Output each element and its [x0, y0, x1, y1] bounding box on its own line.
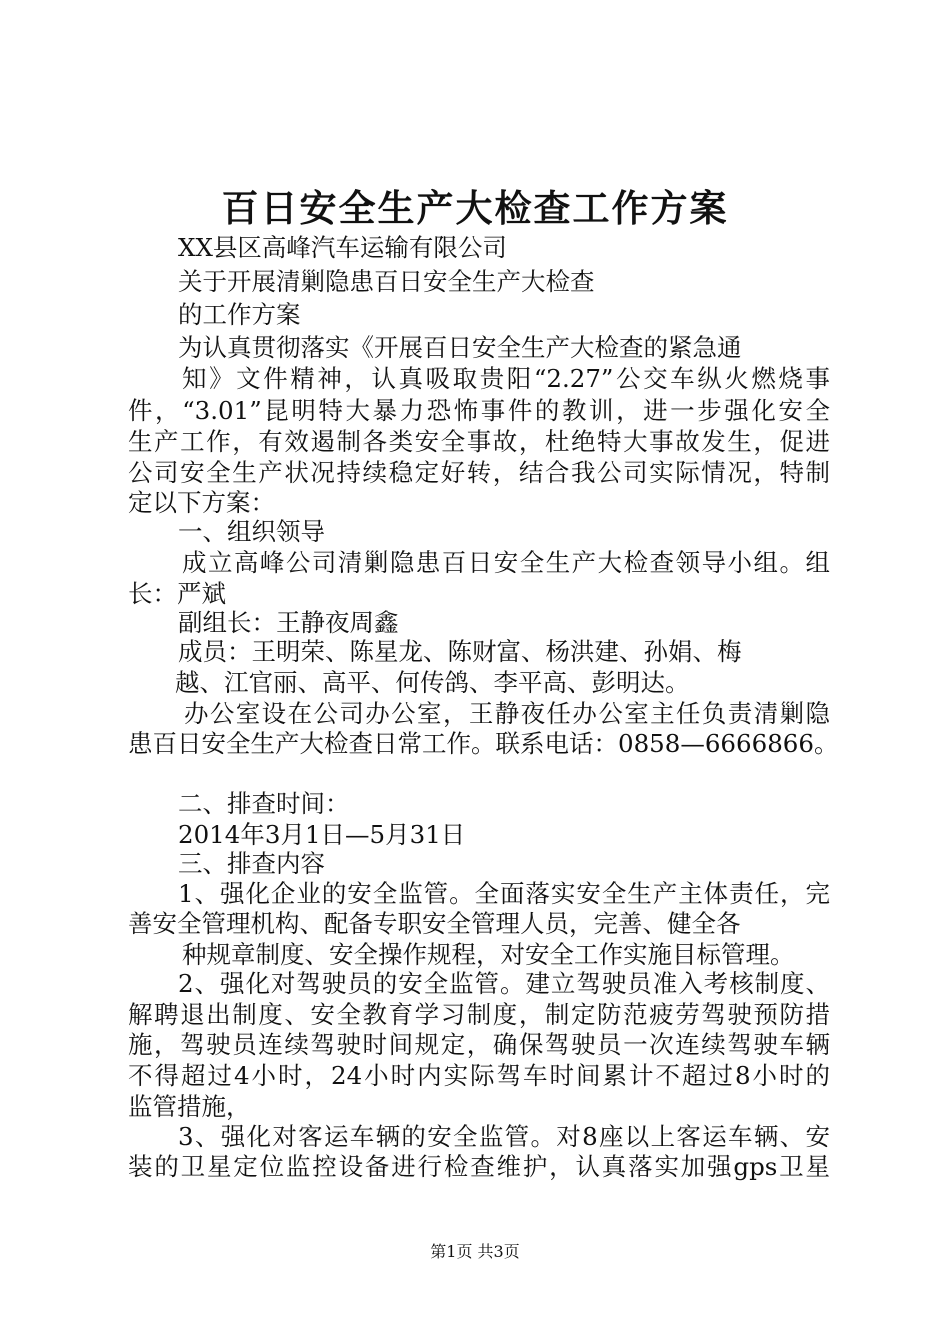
body-line: 公司安全生产状况持续稳定好转，结合我公司实际情况，特制 — [128, 458, 830, 487]
body-line: 2、强化对驾驶员的安全监管。建立驾驶员准入考核制度、 — [178, 969, 830, 998]
body-line: 为认真贯彻落实《开展百日安全生产大检查的紧急通 — [178, 333, 742, 362]
body-line: 1、强化企业的安全监管。全面落实安全生产主体责任，完 — [178, 879, 830, 908]
body-line: 善安全管理机构、配备专职安全管理人员，完善、健全各 — [128, 909, 741, 938]
body-line: 知》文件精神，认真吸取贵阳“2.27”公交车纵火燃烧事 — [182, 364, 830, 393]
body-line: 3、强化对客运车辆的安全监管。对8座以上客运车辆、安 — [178, 1122, 830, 1151]
body-line: 不得超过4小时，24小时内实际驾车时间累计不超过8小时的 — [128, 1061, 830, 1090]
body-line: 办公室设在公司办公室，王静夜任办公室主任负责清剿隐 — [184, 699, 830, 728]
body-line: 生产工作，有效遏制各类安全事故，杜绝特大事故发生，促进 — [128, 427, 830, 456]
body-line: 装的卫星定位监控设备进行检查维护，认真落实加强gps卫星 — [128, 1152, 830, 1181]
body-line: 关于开展清剿隐患百日安全生产大检查 — [178, 267, 595, 296]
body-line: 的工作方案 — [178, 300, 301, 329]
body-line: 监管措施， — [128, 1092, 251, 1121]
body-line: XX县区高峰汽车运输有限公司 — [178, 233, 507, 262]
body-line: 越、江官丽、高平、何传鸽、李平高、彭明达。 — [175, 668, 690, 697]
body-line: 成员：王明荣、陈星龙、陈财富、杨洪建、孙娟、梅 — [178, 637, 742, 666]
section-heading: 二、排查时间： — [178, 789, 350, 818]
body-line: 定以下方案： — [128, 488, 275, 517]
section-heading: 三、排查内容 — [178, 849, 325, 878]
document-title: 百日安全生产大检查工作方案 — [221, 187, 729, 230]
page-footer: 第1页 共3页 — [430, 1242, 520, 1261]
body-line: 副组长：王静夜周鑫 — [178, 608, 399, 637]
body-line: 解聘退出制度、安全教育学习制度，制定防范疲劳驾驶预防措 — [128, 1000, 830, 1029]
body-line: 成立高峰公司清剿隐患百日安全生产大检查领导小组。组 — [182, 548, 830, 577]
body-line: 种规章制度、安全操作规程，对安全工作实施目标管理。 — [182, 940, 795, 969]
body-line: 2014年3月1日—5月31日 — [178, 820, 466, 849]
body-line: 施，驾驶员连续驾驶时间规定，确保驾驶员一次连续驾驶车辆 — [128, 1030, 830, 1059]
body-line: 患百日安全生产大检查日常工作。联系电话：0858—6666866。 — [128, 729, 839, 758]
body-line: 件，“3.01”昆明特大暴力恐怖事件的教训，进一步强化安全 — [128, 396, 830, 425]
body-line: 长：严斌 — [128, 579, 226, 608]
section-heading: 一、组织领导 — [178, 517, 325, 546]
